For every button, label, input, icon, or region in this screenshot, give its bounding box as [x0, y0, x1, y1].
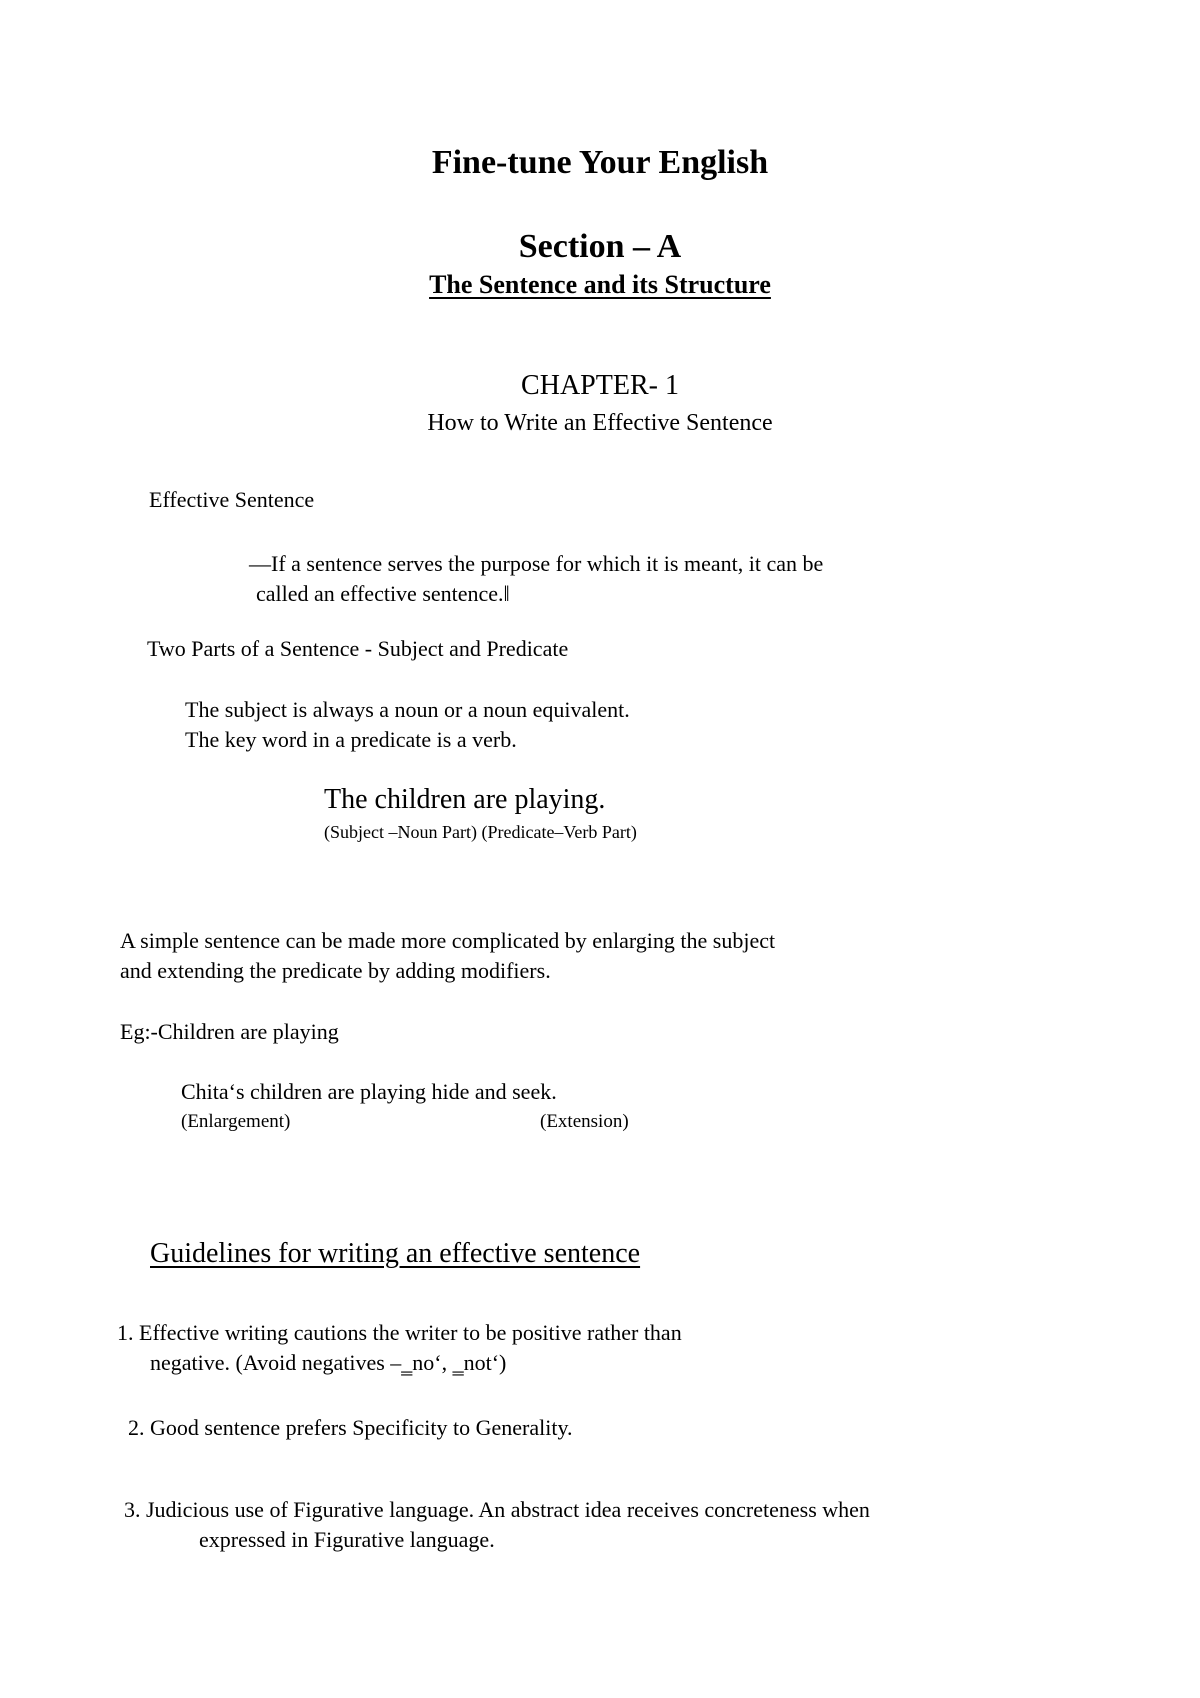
section-subtitle: The Sentence and its Structure	[429, 270, 771, 299]
subject-definition: The subject is always a noun or a noun equivalent.	[185, 697, 630, 722]
chapter-number: CHAPTER- 1	[521, 370, 679, 401]
guideline-2: 2. Good sentence prefers Specificity to Generality.	[128, 1415, 573, 1440]
enlargement-label: (Enlargement)	[181, 1111, 291, 1132]
guideline-3-line-1: 3. Judicious use of Figurative language. An abstract idea receives concreteness when	[124, 1497, 870, 1522]
predicate-definition: The key word in a predicate is a verb.	[185, 727, 517, 752]
definition-line-2: called an effective sentence.‖	[256, 581, 510, 606]
section-heading: Section – A	[518, 228, 682, 265]
example-label: Eg:-Children are playing	[120, 1019, 339, 1044]
guideline-1-line-2: negative. (Avoid negatives –‗no‘, ‗not‘)	[150, 1350, 507, 1375]
guideline-3-line-2: expressed in Figurative language.	[199, 1527, 495, 1552]
two-parts-heading: Two Parts of a Sentence - Subject and Predicate	[147, 636, 569, 661]
example-sentence: The children are playing.	[324, 784, 606, 815]
guidelines-heading: Guidelines for writing an effective sentence	[150, 1238, 641, 1269]
document-title: Fine-tune Your English	[431, 144, 769, 181]
example-annotation: (Subject –Noun Part) (Predicate–Verb Part)	[324, 822, 637, 842]
complex-line-2: and extending the predicate by adding modifiers.	[120, 958, 551, 983]
complex-line-1: A simple sentence can be made more complicated by enlarging the subject	[120, 928, 776, 953]
extended-example: Chita‘s children are playing hide and seek.	[181, 1079, 557, 1104]
guideline-1-line-1: 1. Effective writing cautions the writer to be positive rather than	[117, 1320, 682, 1345]
chapter-title: How to Write an Effective Sentence	[427, 410, 773, 436]
definition-line-1: ―If a sentence serves the purpose for which it is meant, it can be	[249, 551, 824, 576]
effective-sentence-heading: Effective Sentence	[149, 487, 315, 512]
extension-label: (Extension)	[540, 1111, 629, 1132]
